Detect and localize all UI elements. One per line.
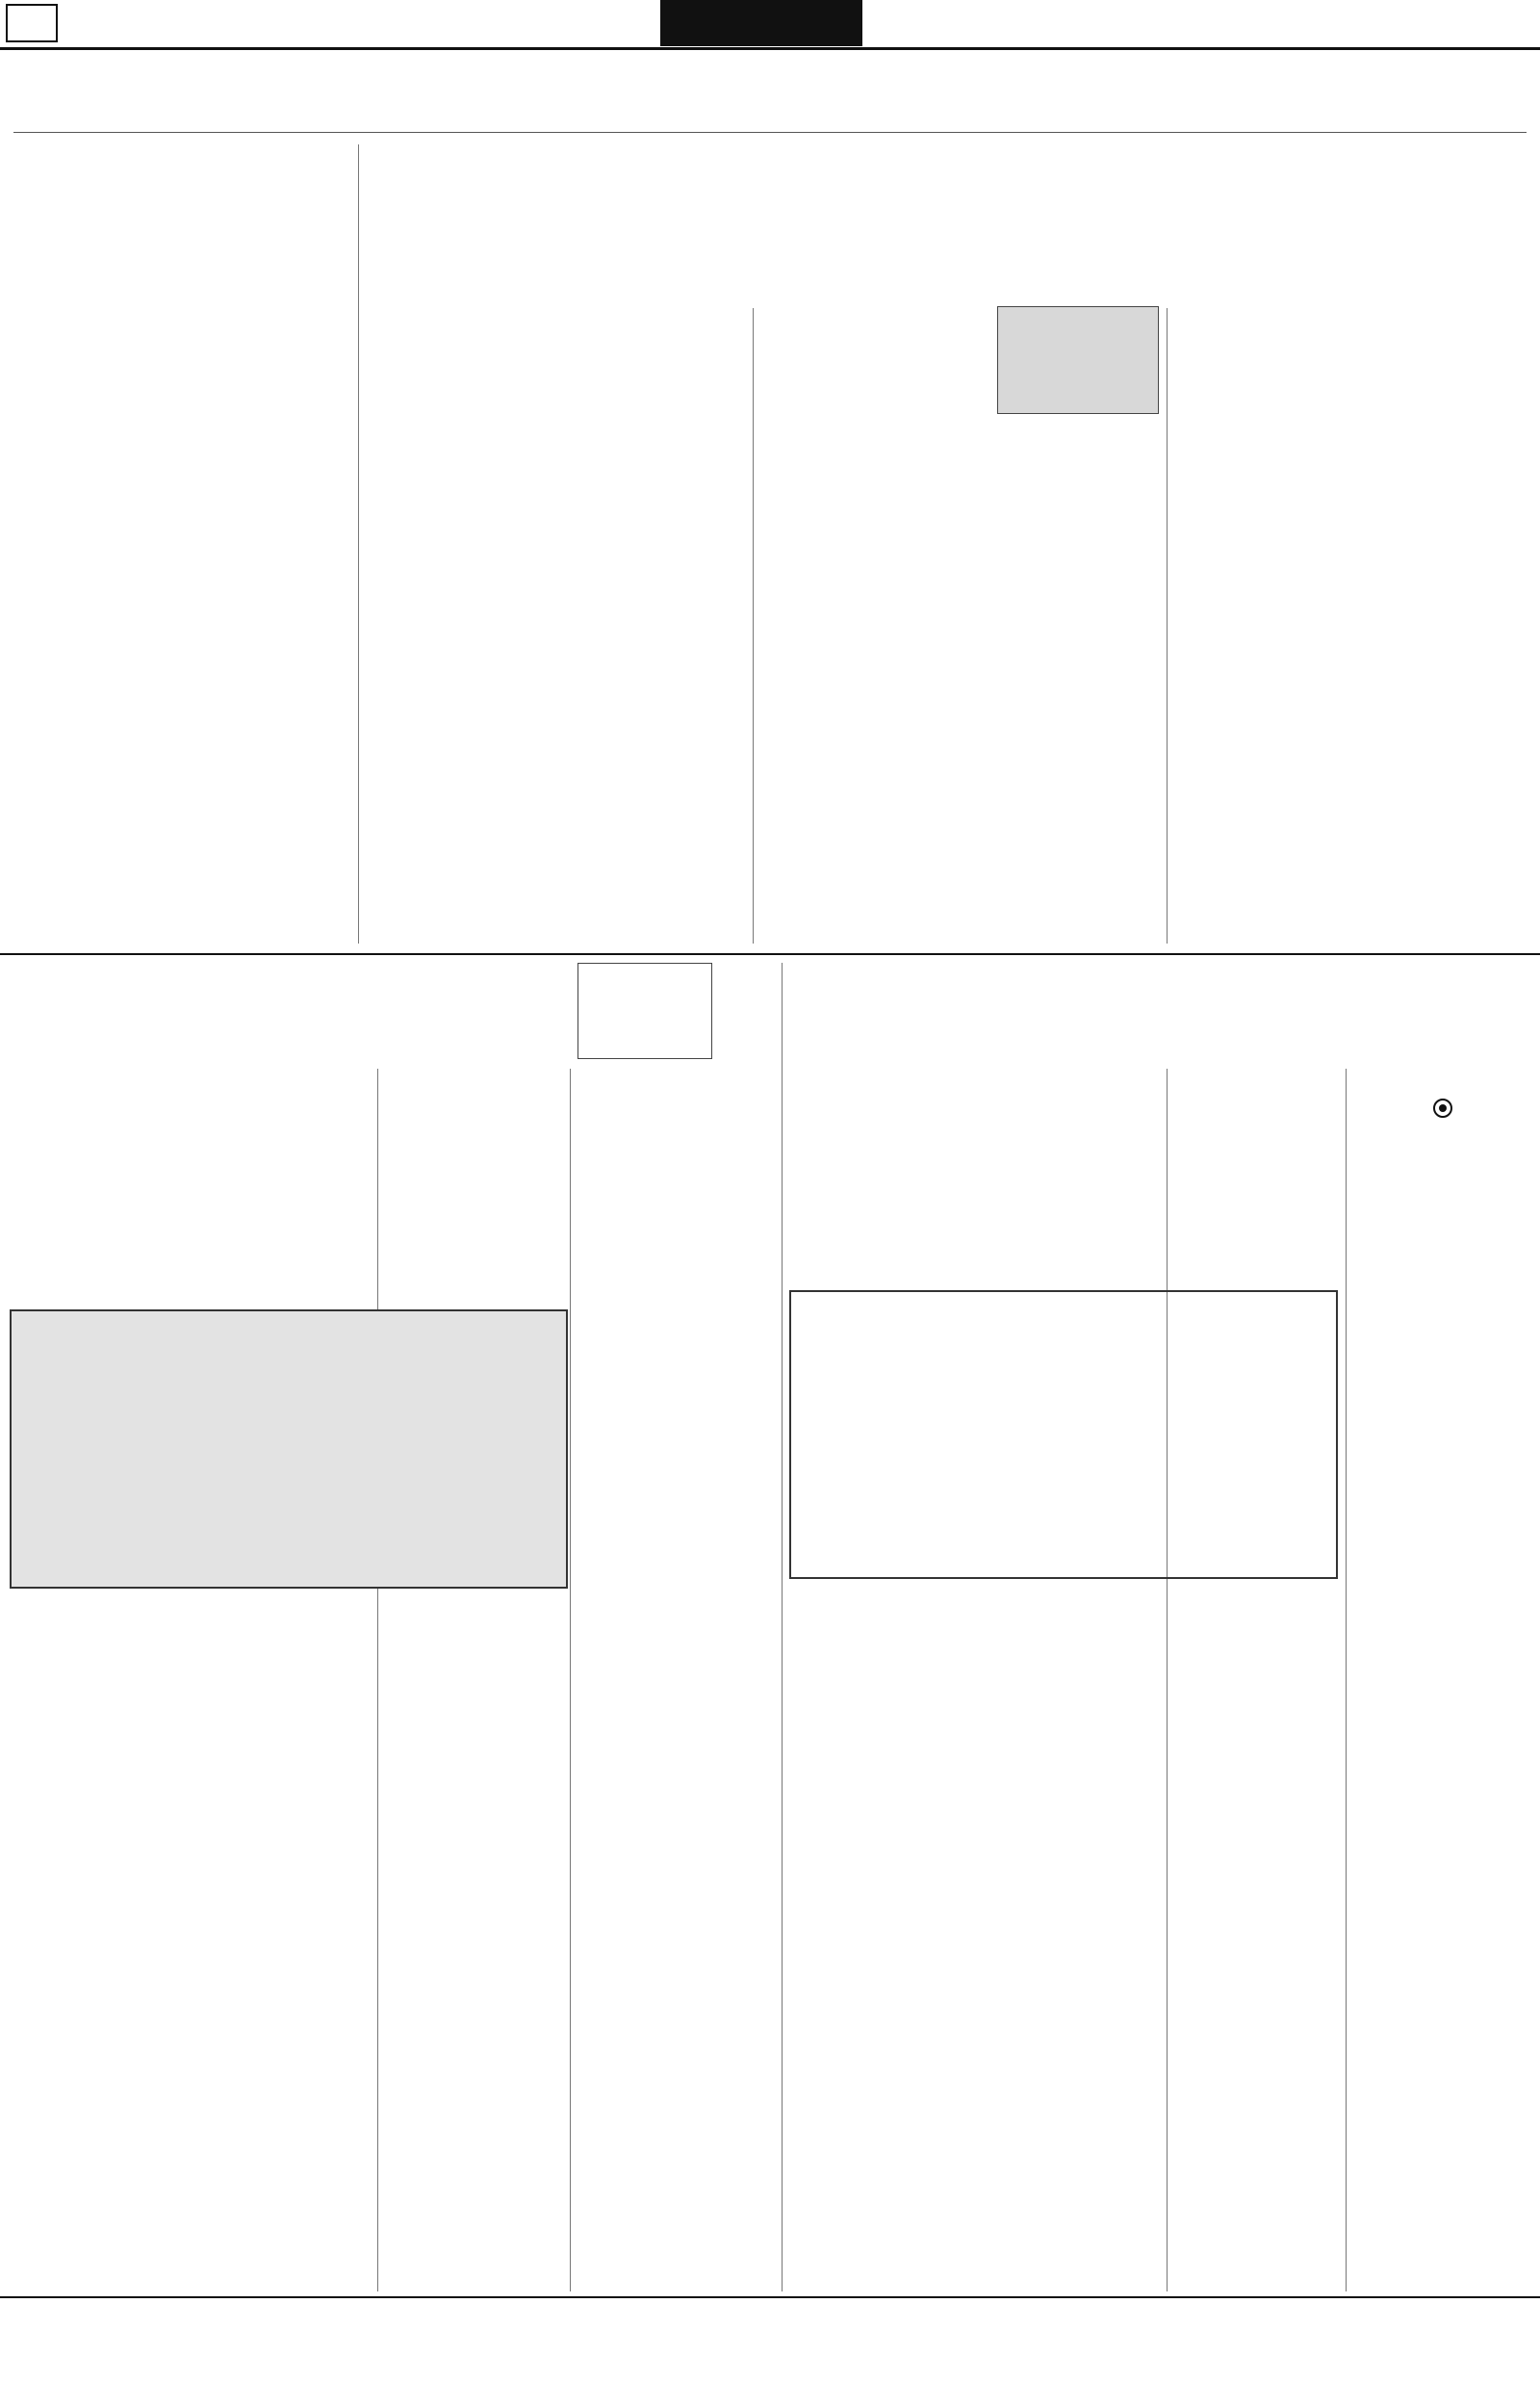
column-divider [377, 1069, 378, 2291]
section-divider [0, 2296, 1540, 2298]
article-rumours-col-2 [1174, 1069, 1338, 2291]
column-divider [753, 308, 754, 944]
column-divider [570, 1069, 571, 2291]
article-gaza-col-3 [366, 308, 745, 944]
column-divider [1167, 308, 1168, 944]
article-gaza-col-1 [1176, 308, 1532, 944]
column-divider [1167, 1069, 1168, 2291]
headline-gaza [366, 144, 1502, 298]
column-divider [358, 144, 359, 944]
article-gaza-col-2 [760, 306, 1159, 942]
headline-epidemic [10, 963, 568, 1059]
article-rumours-col-3 [789, 1069, 1159, 1281]
article-epidemic-col-2 [385, 1069, 562, 2282]
epidemic-pull-quote [10, 1309, 568, 1589]
article-epidemic-col-3 [10, 1069, 370, 1300]
etemaad-masthead [1340, 1844, 1532, 1845]
siasat-logo [1353, 1059, 1532, 1152]
headline-rumours [789, 963, 1348, 1059]
article-rumours-col-1 [1353, 1155, 1532, 2282]
headline-pakistan [212, 1858, 1319, 1993]
rumours-pull-quote [789, 1290, 1338, 1579]
newspaper-logo [6, 4, 58, 42]
article-gaza-col-4 [10, 144, 350, 934]
editor-intro [13, 56, 1527, 133]
column-divider [782, 963, 783, 2291]
siasat-emblem-icon [1433, 1099, 1452, 1118]
masthead-bar [0, 0, 1540, 50]
column-divider [1346, 1069, 1347, 2291]
section-title [660, 0, 862, 46]
article-epidemic-col-1 [578, 1069, 774, 2282]
jang-logo [578, 963, 712, 1059]
section-divider [0, 953, 1540, 955]
siasat-logo-text [1433, 1083, 1452, 1127]
